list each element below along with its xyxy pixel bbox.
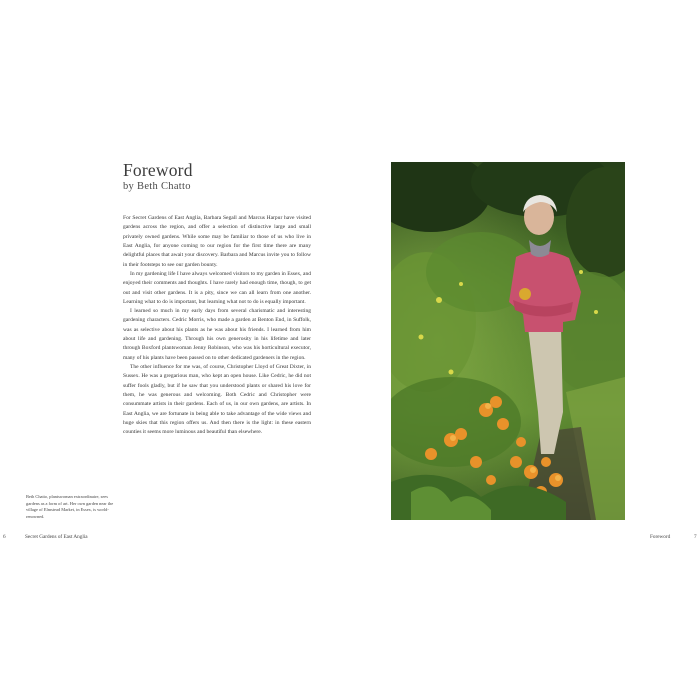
page-number-left: 6 [3, 534, 6, 540]
paragraph: The other influence for me was, of course, Christopher Lloyd of Great Dixter, in Sussex. He was a gregarious man, who kept an open house. Like Cedric, he did not suffer fools gladly, but if he saw that you understood plants or shared his love for them, he was generous and welcoming. Both Cedric and Christopher were consummate artists in their gardens. Each of us, in our own gardens, are artists. In East Anglia, we are fortunate in being able to take advantage of the wide views and huge skies that this region offers us. And then there is the light: in these eastern counties it seems more luminous and beautiful than elsewhere. [123, 364, 311, 436]
photo-caption: Beth Chatto, plantswoman extraordinaire, sees gardens as a form of art. Her own garden near the village of Elmstead Market, in Essex, is world-renowned. [26, 494, 114, 519]
running-head-right: Foreword [650, 534, 671, 540]
running-head-left: Secret Gardens of East Anglia [25, 534, 88, 540]
chapter-title: Foreword [123, 160, 193, 180]
paragraph: In my gardening life I have always welcomed visitors to my garden in Essex, and enjoyed their comments and thoughts. I have rarely had enough time, though, to get out and visit other gardens. It is a pity, since we can all learn from one another. Learning what to do is important, but learning what not to do is equally important. [123, 270, 311, 305]
page-number-right: 7 [694, 534, 697, 540]
paragraph: For Secret Gardens of East Anglia, Barbara Segall and Marcus Harpur have visited gardens across the region, and offer a selection of distinctive large and small privately owned gardens. While some may be familiar to those of us who live in East Anglia, for anyone coming to our region for the first time there are many delightful places that await your discovery. Barbara and Marcus invite you to follow in their footsteps to see our garden bounty. [123, 215, 311, 268]
paragraph: I learned so much in my early days from several charismatic and interesting gardening characters. Cedric Morris, who made a garden at Benton End, in Suffolk, was as selective about his plants as he was about his friends. I learned from him about life and gardening. Through his own generosity in his lifetime and later through Boxford plantswoman Jenny Robinson, who was his horticultural executor, many of his plants have been passed on to other dedicated gardeners in the region. [123, 308, 311, 361]
garden-portrait-photo [391, 162, 625, 520]
foreword-body [123, 214, 311, 438]
chapter-byline: by Beth Chatto [123, 181, 191, 192]
